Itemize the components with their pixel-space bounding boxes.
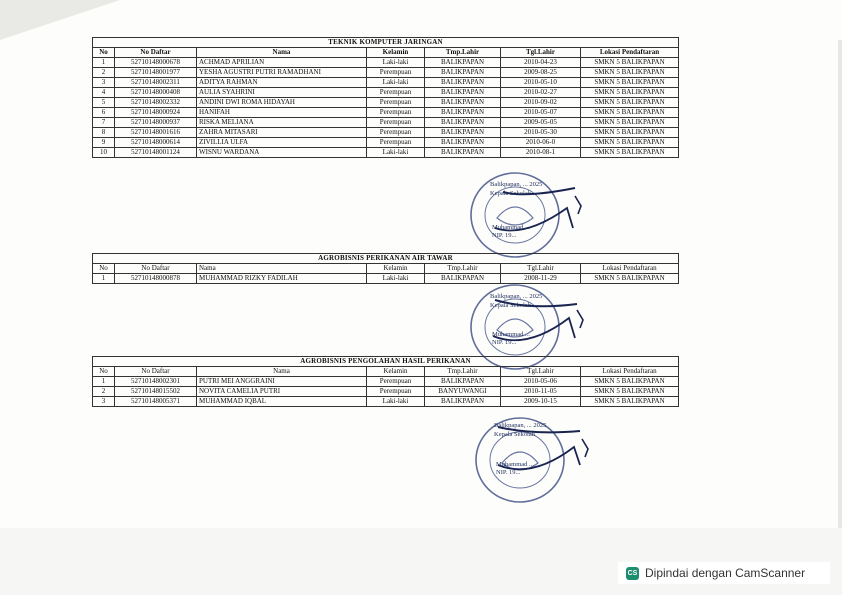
cell-kelamin: Laki-laki [367, 58, 425, 68]
col-header-no: No [93, 367, 115, 377]
camscanner-logo-icon: CS [626, 567, 639, 580]
col-header-tmp-lahir: Tmp.Lahir [425, 48, 501, 58]
cell-tgl-lahir: 2010-05-06 [501, 377, 581, 387]
cell-tgl-lahir: 2010-08-1 [501, 148, 581, 158]
cell-lokasi: SMKN 5 BALIKPAPAN [581, 88, 679, 98]
col-header-nama: Nama [197, 48, 367, 58]
cell-no: 1 [93, 377, 115, 387]
cell-nama: AULIA SYAHRINI [197, 88, 367, 98]
col-header-kelamin: Kelamin [367, 48, 425, 58]
table-row [93, 377, 679, 387]
cell-nama: ACHMAD APRILIAN [197, 58, 367, 68]
table-row [93, 387, 679, 397]
cell-lokasi: SMKN 5 BALIKPAPAN [581, 377, 679, 387]
signature-role: Kepala Sekolah [490, 302, 531, 309]
cell-kelamin: Laki-laki [367, 78, 425, 88]
cell-no: 7 [93, 118, 115, 128]
cell-tmp-lahir: BALIKPAPAN [425, 98, 501, 108]
cell-kelamin: Perempuan [367, 88, 425, 98]
cell-tgl-lahir: 2009-10-15 [501, 397, 581, 407]
table-row [93, 138, 679, 148]
cell-nama: WISNU WARDANA [197, 148, 367, 158]
table-header-row [93, 367, 679, 377]
signature-nip: NIP. 19... [492, 339, 517, 346]
col-header-no-daftar: No Daftar [115, 367, 197, 377]
cell-tgl-lahir: 2010-05-30 [501, 128, 581, 138]
col-header-no-daftar: No Daftar [115, 48, 197, 58]
cell-lokasi: SMKN 5 BALIKPAPAN [581, 78, 679, 88]
signature-nip: NIP. 19... [492, 232, 517, 239]
cell-tgl-lahir: 2010-04-23 [501, 58, 581, 68]
col-header-tgl-lahir: Tgl.Lahir [501, 367, 581, 377]
col-header-tgl-lahir: Tgl.Lahir [501, 264, 581, 274]
cell-kelamin: Perempuan [367, 98, 425, 108]
camscanner-watermark [618, 562, 830, 584]
signature-place-date: Balikpapan, ... 2025 [490, 293, 543, 300]
col-header-kelamin: Kelamin [367, 264, 425, 274]
cell-kelamin: Perempuan [367, 68, 425, 78]
cell-kelamin: Laki-laki [367, 397, 425, 407]
page-edge [838, 40, 842, 528]
cell-no: 10 [93, 148, 115, 158]
signature-place-date: Balikpapan, ... 2025 [490, 181, 543, 188]
cell-no-daftar: 52710148000408 [115, 88, 197, 98]
col-header-tmp-lahir: Tmp.Lahir [425, 367, 501, 377]
col-header-lokasi: Lokasi Pendaftaran [581, 48, 679, 58]
table-teknik-komputer-jaringan [92, 37, 679, 158]
cell-nama: ADITYA RAHMAN [197, 78, 367, 88]
cell-lokasi: SMKN 5 BALIKPAPAN [581, 58, 679, 68]
cell-tmp-lahir: BALIKPAPAN [425, 78, 501, 88]
cell-lokasi: SMKN 5 BALIKPAPAN [581, 68, 679, 78]
table-title: AGROBISNIS PENGOLAHAN HASIL PERIKANAN [93, 357, 679, 367]
cell-kelamin: Perempuan [367, 118, 425, 128]
col-header-lokasi: Lokasi Pendaftaran [581, 264, 679, 274]
cell-kelamin: Laki-laki [367, 274, 425, 284]
table-title: TEKNIK KOMPUTER JARINGAN [93, 38, 679, 48]
signature-name: Muhammad ... [496, 461, 534, 468]
cell-no-daftar: 52710148000937 [115, 118, 197, 128]
cell-kelamin: Perempuan [367, 377, 425, 387]
signature-name: Muhammad ... [492, 331, 530, 338]
cell-tmp-lahir: BALIKPAPAN [425, 58, 501, 68]
cell-lokasi: SMKN 5 BALIKPAPAN [581, 397, 679, 407]
cell-no: 9 [93, 138, 115, 148]
cell-tmp-lahir: BALIKPAPAN [425, 88, 501, 98]
cell-tgl-lahir: 2009-08-25 [501, 68, 581, 78]
cell-no: 3 [93, 397, 115, 407]
table-row [93, 78, 679, 88]
table-title: AGROBISNIS PERIKANAN AIR TAWAR [93, 254, 679, 264]
signature-nip: NIP. 19... [496, 469, 521, 476]
cell-no-daftar: 52710148001124 [115, 148, 197, 158]
cell-tmp-lahir: BALIKPAPAN [425, 397, 501, 407]
table-agrobisnis-pengolahan-hasil-perikanan [92, 356, 679, 407]
cell-no: 1 [93, 58, 115, 68]
cell-lokasi: SMKN 5 BALIKPAPAN [581, 138, 679, 148]
signature-place-date: Balikpapan, ... 2025 [494, 422, 547, 429]
signature-role: Kepala Sekolah [490, 190, 531, 197]
cell-no: 4 [93, 88, 115, 98]
cell-tmp-lahir: BALIKPAPAN [425, 108, 501, 118]
cell-no: 1 [93, 274, 115, 284]
cell-tmp-lahir: BALIKPAPAN [425, 138, 501, 148]
cell-no-daftar: 52710148001616 [115, 128, 197, 138]
cell-no: 6 [93, 108, 115, 118]
cell-no-daftar: 52710148000678 [115, 58, 197, 68]
table-row [93, 148, 679, 158]
cell-no: 2 [93, 68, 115, 78]
cell-lokasi: SMKN 5 BALIKPAPAN [581, 128, 679, 138]
cell-nama: HANIFAH [197, 108, 367, 118]
cell-no-daftar: 52710148000878 [115, 274, 197, 284]
cell-lokasi: SMKN 5 BALIKPAPAN [581, 274, 679, 284]
cell-nama: MUHAMMAD IQBAL [197, 397, 367, 407]
cell-kelamin: Laki-laki [367, 148, 425, 158]
table-row [93, 108, 679, 118]
cell-tgl-lahir: 2010-11-05 [501, 387, 581, 397]
cell-nama: ZAHRA MITASARI [197, 128, 367, 138]
cell-kelamin: Perempuan [367, 138, 425, 148]
table-header-row [93, 48, 679, 58]
cell-nama: YESHA AGUSTRI PUTRI RAMADHANI [197, 68, 367, 78]
cell-tgl-lahir: 2010-06-0 [501, 138, 581, 148]
cell-kelamin: Perempuan [367, 387, 425, 397]
cell-lokasi: SMKN 5 BALIKPAPAN [581, 98, 679, 108]
cell-no-daftar: 52710148000614 [115, 138, 197, 148]
cell-tmp-lahir: BALIKPAPAN [425, 377, 501, 387]
signature-role: Kepala Sekolah [494, 431, 535, 438]
table-row [93, 128, 679, 138]
cell-no: 5 [93, 98, 115, 108]
col-header-kelamin: Kelamin [367, 367, 425, 377]
cell-kelamin: Perempuan [367, 128, 425, 138]
cell-nama: ANDINI DWI ROMA HIDAYAH [197, 98, 367, 108]
cell-no-daftar: 52710148002332 [115, 98, 197, 108]
cell-kelamin: Perempuan [367, 108, 425, 118]
cell-no-daftar: 52710148002301 [115, 377, 197, 387]
cell-no: 2 [93, 387, 115, 397]
col-header-tmp-lahir: Tmp.Lahir [425, 264, 501, 274]
cell-tmp-lahir: BANYUWANGI [425, 387, 501, 397]
col-header-nama: Nama [197, 264, 367, 274]
col-header-nama: Nama [197, 367, 367, 377]
cell-tmp-lahir: BALIKPAPAN [425, 68, 501, 78]
cell-no: 3 [93, 78, 115, 88]
cell-lokasi: SMKN 5 BALIKPAPAN [581, 118, 679, 128]
camscanner-text: Dipindai dengan CamScanner [645, 566, 806, 580]
col-header-no: No [93, 48, 115, 58]
cell-tmp-lahir: BALIKPAPAN [425, 118, 501, 128]
table-header-row [93, 264, 679, 274]
table-row [93, 98, 679, 108]
table-row [93, 118, 679, 128]
cell-tgl-lahir: 2010-05-07 [501, 108, 581, 118]
cell-nama: RISKA MELIANA [197, 118, 367, 128]
table-row [93, 397, 679, 407]
cell-no-daftar: 52710148015502 [115, 387, 197, 397]
cell-no-daftar: 52710148001977 [115, 68, 197, 78]
cell-tgl-lahir: 2010-05-10 [501, 78, 581, 88]
cell-no-daftar: 52710148002311 [115, 78, 197, 88]
cell-nama: PUTRI MEI ANGGRAINI [197, 377, 367, 387]
cell-tgl-lahir: 2009-05-05 [501, 118, 581, 128]
table-row [93, 68, 679, 78]
cell-tgl-lahir: 2010-02-27 [501, 88, 581, 98]
table-row [93, 88, 679, 98]
cell-tmp-lahir: BALIKPAPAN [425, 128, 501, 138]
cell-no: 8 [93, 128, 115, 138]
cell-tgl-lahir: 2008-11-29 [501, 274, 581, 284]
signature-name: Muhammad ... [492, 224, 530, 231]
cell-lokasi: SMKN 5 BALIKPAPAN [581, 148, 679, 158]
cell-tmp-lahir: BALIKPAPAN [425, 148, 501, 158]
cell-nama: NOVITA CAMELIA PUTRI [197, 387, 367, 397]
cell-no-daftar: 52710148000924 [115, 108, 197, 118]
col-header-tgl-lahir: Tgl.Lahir [501, 48, 581, 58]
cell-lokasi: SMKN 5 BALIKPAPAN [581, 108, 679, 118]
table-row [93, 58, 679, 68]
cell-tgl-lahir: 2010-09-02 [501, 98, 581, 108]
cell-no-daftar: 52710148005371 [115, 397, 197, 407]
col-header-lokasi: Lokasi Pendaftaran [581, 367, 679, 377]
cell-lokasi: SMKN 5 BALIKPAPAN [581, 387, 679, 397]
cell-nama: ZIVILLIA ULFA [197, 138, 367, 148]
col-header-no: No [93, 264, 115, 274]
col-header-no-daftar: No Daftar [115, 264, 197, 274]
page-corner-shadow [0, 0, 120, 40]
cell-nama: MUHAMMAD RIZKY FADILAH [197, 274, 367, 284]
cell-tmp-lahir: BALIKPAPAN [425, 274, 501, 284]
